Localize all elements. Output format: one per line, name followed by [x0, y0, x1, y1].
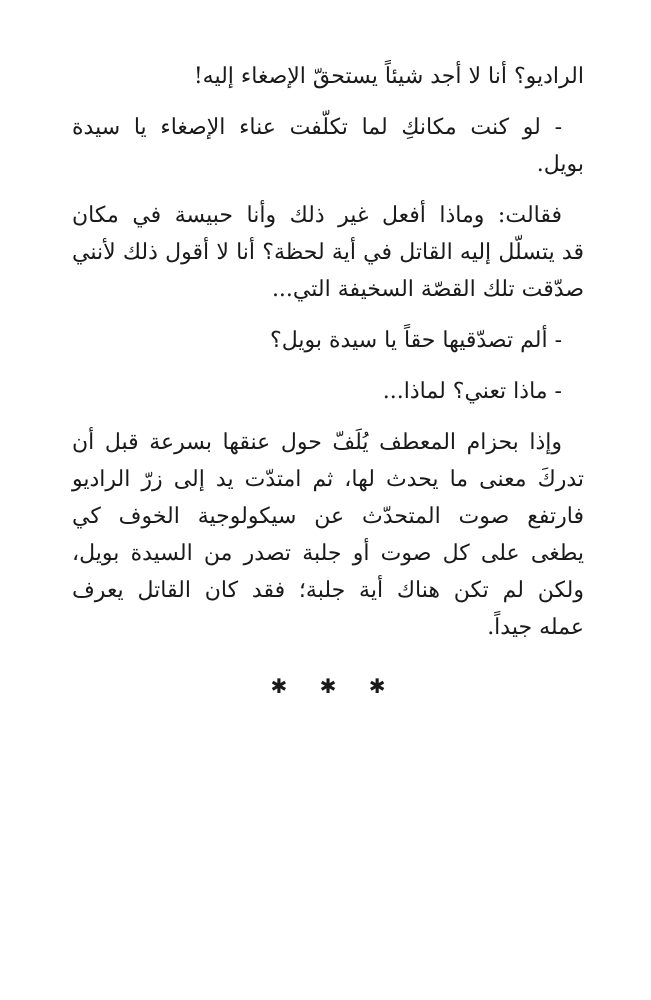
text-line: ولكن لم تكن هناك أية جلبة؛ فقد كان القاتل يعرف — [72, 578, 584, 603]
paragraph — [72, 58, 584, 95]
paragraph — [72, 109, 584, 183]
text-line: صدّقت تلك القصّة السخيفة التي... — [271, 277, 584, 302]
text-line: بويل. — [536, 152, 584, 177]
paragraph — [72, 197, 584, 308]
text-line: عمله جيداً. — [487, 615, 584, 640]
text-line: فارتفع صوت المتحدّث عن سيكولوجية الخوف كي — [72, 504, 584, 529]
text-line: قد يتسلّل إليه القاتل في أية لحظة؟ أنا لا أقول ذلك لأنني — [72, 240, 584, 265]
asterism-star: ✱ — [270, 674, 288, 698]
text-body — [72, 58, 584, 646]
paragraph — [72, 424, 584, 646]
paragraph — [72, 322, 584, 359]
asterism-star: ✱ — [319, 674, 337, 698]
section-separator — [72, 668, 584, 705]
text-line: - ألم تصدّقيها حقاً يا سيدة بويل؟ — [270, 328, 562, 353]
text-line: فقالت: وماذا أفعل غير ذلك وأنا حبيسة في مكان — [72, 203, 562, 228]
text-line: - ماذا تعني؟ لماذا... — [382, 379, 562, 404]
text-line: الراديو؟ أنا لا أجد شيئاً يستحقّ الإصغاء إليه! — [193, 64, 584, 89]
asterism-star: ✱ — [368, 674, 386, 698]
text-line: تدركَ معنى ما يحدث لها، ثم امتدّت يد إلى زرّ الراديو — [72, 467, 584, 492]
book-page — [72, 58, 584, 705]
text-line: يطغى على كل صوت أو جلبة تصدر من السيدة بويل، — [72, 541, 584, 566]
paragraph — [72, 373, 584, 410]
text-line: - لو كنت مكانكِ لما تكلّفت عناء الإصغاء يا سيدة — [72, 115, 562, 140]
text-line: وإذا بحزام المعطف يُلَفّ حول عنقها بسرعة قبل أن — [72, 430, 562, 455]
